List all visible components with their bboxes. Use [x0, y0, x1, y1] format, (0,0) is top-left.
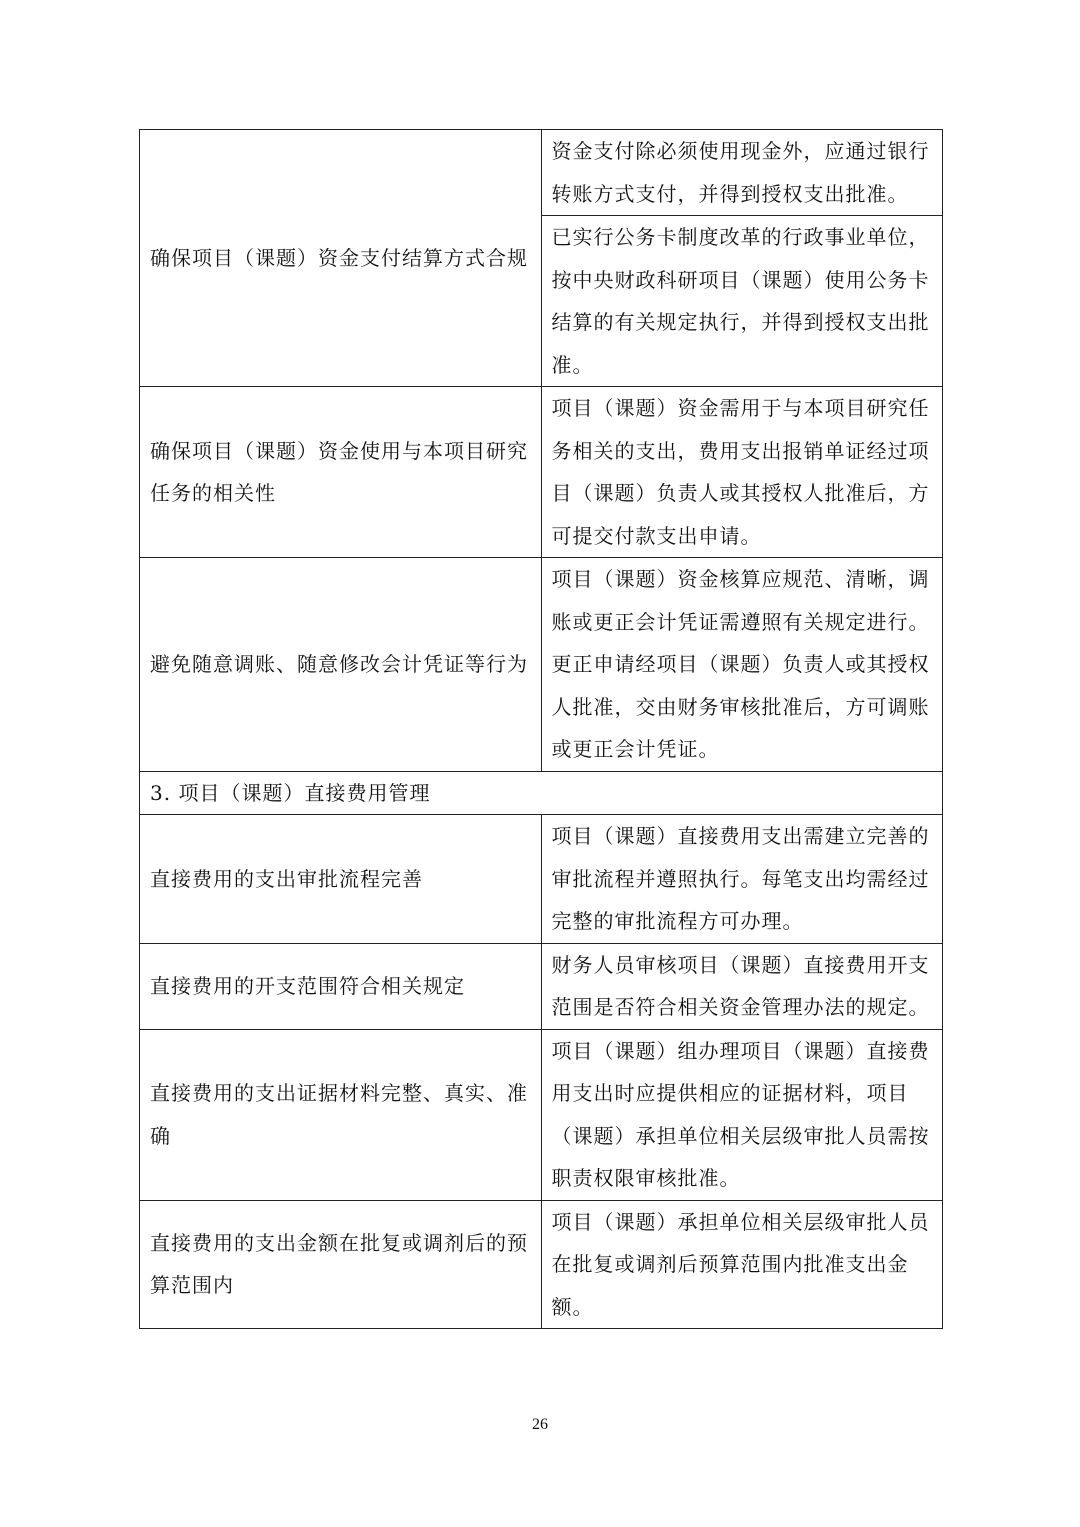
- table-row: [140, 815, 943, 944]
- control-cell: 项目（课题）组办理项目（课题）直接费用支出时应提供相应的证据材料，项目（课题）承担单位相关层级审批人员需按职责权限审核批准。: [541, 1029, 943, 1200]
- control-cell: 项目（课题）承担单位相关层级审批人员在批复或调剂后预算范围内批准支出金额。: [541, 1200, 943, 1329]
- table-row: [140, 387, 943, 558]
- control-text: 资金支付除必须使用现金外，应通过银行转账方式支付，并得到授权支出批准。: [551, 139, 930, 206]
- control-text: 已实行公务卡制度改革的行政事业单位，按中央财政科研项目（课题）使用公务卡结算的有关规定执行，并得到授权支出批准。: [542, 215, 943, 386]
- section-row: [140, 771, 943, 815]
- requirement-cell: 直接费用的支出审批流程完善: [140, 815, 542, 944]
- control-cell: 项目（课题）资金需用于与本项目研究任务相关的支出，费用支出报销单证经过项目（课题）负责人或其授权人批准后，方可提交付款支出申请。: [541, 387, 943, 558]
- requirement-cell: 确保项目（课题）资金使用与本项目研究任务的相关性: [140, 387, 542, 558]
- control-cell: [541, 130, 943, 387]
- requirement-cell: 避免随意调账、随意修改会计凭证等行为: [140, 558, 542, 772]
- table-row: [140, 558, 943, 772]
- table-row: [140, 130, 943, 387]
- requirement-cell: 直接费用的支出证据材料完整、真实、准确: [140, 1029, 542, 1200]
- controls-table: [139, 129, 943, 1329]
- control-cell: 财务人员审核项目（课题）直接费用开支范围是否符合相关资金管理办法的规定。: [541, 943, 943, 1029]
- requirement-cell: 直接费用的开支范围符合相关规定: [140, 943, 542, 1029]
- control-cell: 项目（课题）直接费用支出需建立完善的审批流程并遵照执行。每笔支出均需经过完整的审批流程方可办理。: [541, 815, 943, 944]
- table-row: [140, 1029, 943, 1200]
- requirement-cell: 直接费用的支出金额在批复或调剂后的预算范围内: [140, 1200, 542, 1329]
- section-title: 3. 项目（课题）直接费用管理: [140, 771, 943, 815]
- requirement-cell: 确保项目（课题）资金支付结算方式合规: [140, 130, 542, 387]
- page-number: 26: [532, 1416, 548, 1433]
- table-row: [140, 1200, 943, 1329]
- control-cell: 项目（课题）资金核算应规范、清晰，调账或更正会计凭证需遵照有关规定进行。更正申请经项目（课题）负责人或其授权人批准，交由财务审核批准后，方可调账或更正会计凭证。: [541, 558, 943, 772]
- table-row: [140, 943, 943, 1029]
